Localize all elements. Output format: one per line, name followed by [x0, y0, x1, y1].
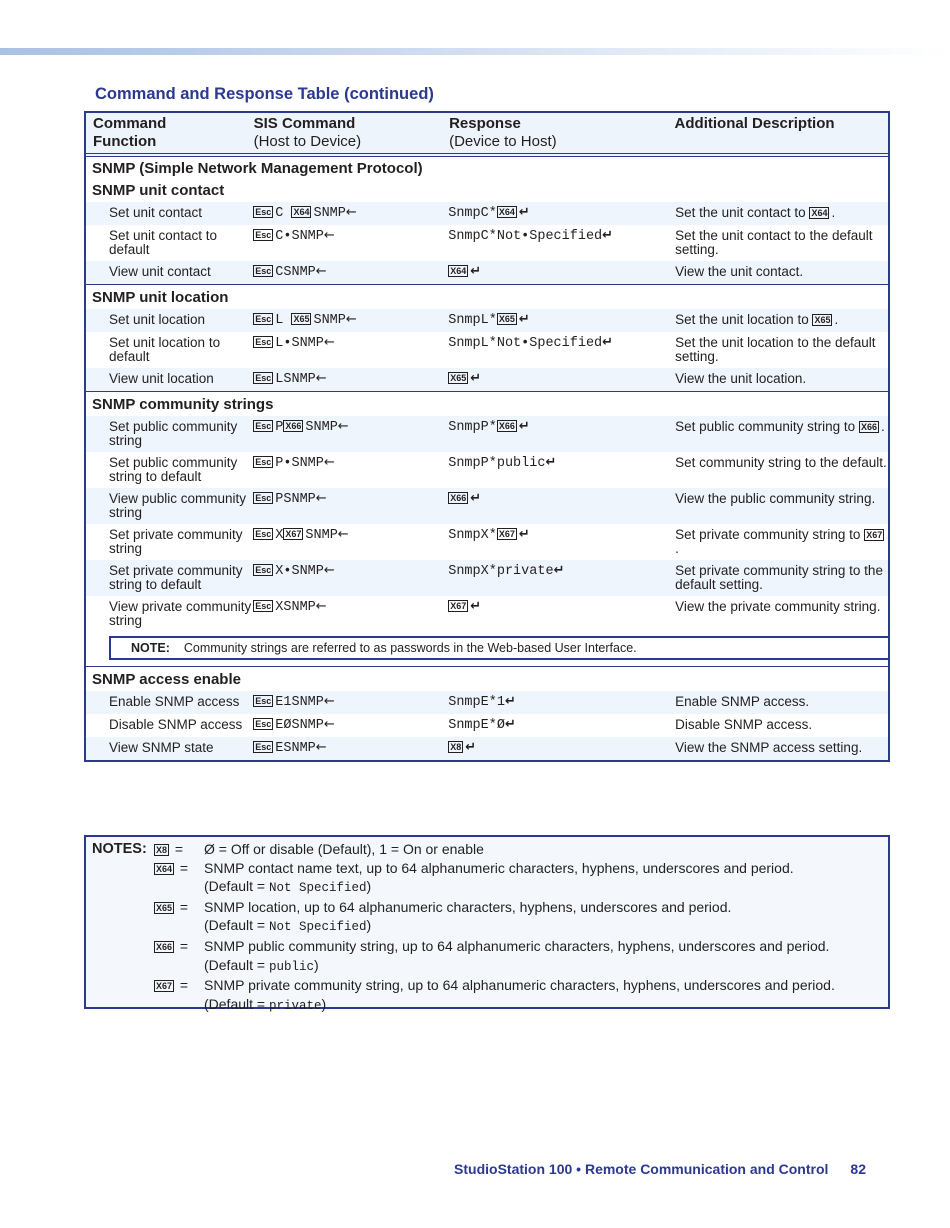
variable-box: X65 [156, 902, 173, 913]
description-text: Set the unit location to the default setting. [675, 335, 876, 364]
note-description [204, 859, 888, 898]
table-row [86, 332, 888, 368]
variable-key [154, 937, 204, 976]
esc-key-icon: Esc [255, 266, 272, 276]
variable-box: X66 [156, 941, 173, 952]
return-arrow-icon: ↵ [504, 694, 516, 709]
left-arrow-icon: ← [323, 563, 335, 578]
response-text: SnmpL* [448, 313, 497, 328]
command-text: C [275, 206, 292, 221]
command-text: EØSNMP [275, 718, 324, 733]
variable-box: X66 [285, 421, 302, 431]
equals-sign: = [176, 898, 189, 915]
default-suffix: ) [321, 995, 327, 1012]
top-accent-bar [0, 48, 950, 55]
col-command-function: Command Function [93, 115, 167, 150]
command-table [84, 111, 890, 762]
col-response: Response (Device to Host) [449, 115, 557, 150]
variable-box: X65 [450, 373, 467, 383]
variable-key [154, 898, 204, 937]
description-text: Set the unit contact to the default setting. [675, 228, 873, 257]
variable-key [154, 976, 204, 1015]
return-arrow-icon: ↵ [465, 740, 477, 755]
notes-label [86, 898, 154, 937]
table-group [86, 666, 888, 760]
note-text: SNMP private community string, up to 64 alphanumeric characters, hyphens, underscores and period. [204, 977, 835, 994]
response-cell [448, 265, 665, 280]
variable-box: X64 [498, 207, 515, 217]
description-text: . [675, 541, 679, 556]
variable-key [154, 840, 204, 859]
command-function-cell: View SNMP state [109, 740, 214, 755]
table-header [86, 113, 888, 157]
return-arrow-icon: ↵ [518, 312, 530, 327]
response-text: SnmpX*private [448, 564, 554, 579]
default-value: Not Specified [268, 920, 367, 935]
command-function-cell: View unit contact [109, 264, 211, 279]
table-row [86, 202, 888, 225]
table-row [86, 368, 888, 391]
esc-key-icon: Esc [255, 719, 272, 729]
group-super-title: SNMP (Simple Network Management Protocol) [92, 160, 423, 177]
response-cell [448, 564, 665, 592]
command-text: PSNMP [275, 492, 316, 507]
command-text: C•SNMP [275, 229, 324, 244]
esc-key-icon: Esc [255, 337, 272, 347]
description-cell [665, 265, 888, 280]
sis-command-cell [253, 600, 448, 628]
note-text: SNMP location, up to 64 alphanumeric characters, hyphens, underscores and period. [204, 898, 732, 915]
table-row [86, 524, 888, 560]
sis-command-cell [253, 229, 448, 257]
command-text: P•SNMP [275, 456, 324, 471]
default-suffix: ) [366, 878, 372, 895]
command-function-cell: View unit location [109, 371, 214, 386]
command-text: L•SNMP [275, 336, 324, 351]
left-arrow-icon: ← [337, 527, 349, 542]
description-cell [665, 229, 888, 257]
esc-key-icon: Esc [255, 493, 272, 503]
sis-command-cell [253, 265, 448, 280]
command-function-cell: Set unit location [109, 312, 206, 327]
variable-box: X66 [498, 421, 515, 431]
table-group [86, 284, 888, 391]
default-suffix: ) [314, 956, 319, 973]
command-text: SNMP [313, 313, 346, 328]
command-text: P [275, 420, 284, 435]
table-row [86, 596, 888, 632]
sis-command-cell [253, 741, 448, 756]
description-text: Set private community string to the default setting. [675, 563, 883, 592]
description-cell [665, 695, 888, 710]
note-default [204, 956, 888, 977]
note-item [86, 840, 888, 859]
note-default [204, 916, 888, 937]
sis-command-cell [253, 206, 448, 221]
note-label: NOTE: [131, 641, 170, 655]
return-arrow-icon: ↵ [518, 527, 530, 542]
default-value: public [268, 959, 314, 974]
response-text: SnmpC*Not•Specified [448, 229, 603, 244]
left-arrow-icon: ← [345, 205, 357, 220]
variable-box: X67 [866, 530, 883, 540]
esc-key-icon: Esc [255, 373, 272, 383]
command-function-cell: Set private community string to default [109, 563, 243, 592]
variable-box: X67 [285, 529, 302, 539]
sis-command-cell [253, 372, 448, 387]
default-prefix: (Default = [204, 956, 269, 973]
esc-key-icon: Esc [255, 314, 272, 324]
description-text: View the public community string. [675, 491, 876, 506]
description-text: Set the unit location to [675, 312, 813, 327]
table-group [86, 391, 888, 660]
variable-box: X64 [293, 207, 310, 217]
description-cell [665, 420, 888, 448]
notes-box [84, 835, 890, 1013]
note-text: Ø = Off or disable (Default), 1 = On or enable [204, 841, 484, 857]
description-text: . [831, 205, 836, 220]
left-arrow-icon: ← [323, 717, 335, 732]
description-text: View the unit location. [675, 371, 807, 386]
command-function-cell: Set public community string [109, 419, 238, 448]
command-text: L [275, 313, 292, 328]
esc-key-icon: Esc [255, 421, 272, 431]
default-value: private [268, 998, 322, 1013]
variable-box: X65 [498, 314, 515, 324]
response-cell [448, 741, 665, 756]
page-number: 82 [850, 1161, 866, 1177]
variable-box: X65 [293, 314, 310, 324]
response-text: SnmpX* [448, 528, 497, 543]
sis-command-cell [253, 528, 448, 556]
response-cell [448, 313, 665, 328]
return-arrow-icon: ↵ [518, 205, 530, 220]
description-text: View the private community string. [675, 599, 881, 614]
table-row [86, 452, 888, 488]
left-arrow-icon: ← [323, 335, 335, 350]
esc-key-icon: Esc [255, 207, 272, 217]
note-default [204, 995, 888, 1016]
note-text: SNMP contact name text, up to 64 alphanumeric characters, hyphens, underscores and period. [204, 859, 794, 876]
description-cell [665, 718, 888, 733]
description-cell [665, 564, 888, 592]
response-cell [448, 372, 665, 387]
left-arrow-icon: ← [323, 228, 335, 243]
response-text: SnmpP* [448, 420, 497, 435]
group-title: SNMP community strings [92, 396, 274, 413]
description-text: Set the unit contact to [675, 205, 810, 220]
variable-box: X64 [450, 266, 467, 276]
response-cell [448, 336, 665, 364]
description-cell [665, 456, 888, 484]
command-function-cell: View public community string [109, 491, 247, 520]
return-arrow-icon: ↵ [545, 455, 557, 470]
response-cell [448, 600, 665, 628]
description-cell [665, 528, 888, 556]
return-arrow-icon: ↵ [602, 335, 614, 350]
command-text: CSNMP [275, 265, 316, 280]
description-text: Set public community string to [675, 419, 859, 434]
response-cell [448, 229, 665, 257]
page-title: Command and Response Table (continued) [95, 85, 434, 103]
response-text: SnmpE*1 [448, 695, 505, 710]
description-text: Disable SNMP access. [675, 717, 813, 732]
default-prefix: (Default = [204, 917, 269, 934]
note-text: Community strings are referred to as passwords in the Web-based User Interface. [183, 641, 637, 655]
note-box [109, 636, 888, 660]
description-cell [665, 492, 888, 520]
response-text: SnmpL*Not•Specified [448, 336, 603, 351]
description-cell [665, 741, 888, 756]
table-row [86, 714, 888, 737]
command-text: SNMP [305, 420, 338, 435]
note-description [204, 840, 888, 859]
command-text: LSNMP [275, 372, 316, 387]
description-text: View the unit contact. [675, 264, 804, 279]
variable-box: X67 [450, 601, 467, 611]
description-text: . [880, 419, 885, 434]
default-suffix: ) [366, 917, 372, 934]
sis-command-cell [253, 420, 448, 448]
return-arrow-icon: ↵ [470, 371, 482, 386]
response-text: SnmpC* [448, 206, 497, 221]
esc-key-icon: Esc [255, 457, 272, 467]
description-cell [665, 336, 888, 364]
description-text: Enable SNMP access. [675, 694, 810, 709]
note-item [86, 859, 888, 898]
description-cell [665, 372, 888, 387]
left-arrow-icon: ← [315, 599, 327, 614]
table-group [86, 157, 888, 284]
equals-sign: = [176, 937, 189, 954]
sis-command-cell [253, 564, 448, 592]
variable-key [154, 859, 204, 898]
note-item [86, 937, 888, 976]
note-default [204, 877, 888, 898]
group-title: SNMP unit location [92, 289, 229, 306]
left-arrow-icon: ← [315, 371, 327, 386]
table-body [86, 157, 888, 760]
command-text: X [275, 528, 284, 543]
command-text: SNMP [313, 206, 346, 221]
esc-key-icon: Esc [255, 696, 272, 706]
note-item [86, 898, 888, 937]
notes-label [86, 859, 154, 898]
command-function-cell: Set unit contact to default [109, 228, 218, 257]
variable-box: X64 [811, 208, 828, 218]
sis-command-cell [253, 695, 448, 710]
response-cell [448, 492, 665, 520]
esc-key-icon: Esc [255, 742, 272, 752]
note-item [86, 976, 888, 1015]
group-title: SNMP access enable [92, 671, 241, 688]
command-function-cell: Set private community string [109, 527, 243, 556]
command-function-cell: Disable SNMP access [109, 717, 243, 732]
command-text: ESNMP [275, 741, 316, 756]
description-cell [665, 600, 888, 628]
variable-box: X66 [450, 493, 467, 503]
sis-command-cell [253, 456, 448, 484]
return-arrow-icon: ↵ [602, 228, 614, 243]
left-arrow-icon: ← [337, 419, 349, 434]
return-arrow-icon: ↵ [470, 264, 482, 279]
sis-command-cell [253, 492, 448, 520]
return-arrow-icon: ↵ [470, 491, 482, 506]
response-text: SnmpP*public [448, 456, 546, 471]
left-arrow-icon: ← [323, 455, 335, 470]
table-row [86, 691, 888, 714]
default-prefix: (Default = [204, 995, 269, 1012]
col-additional-description: Additional Description [674, 115, 835, 132]
response-cell [448, 420, 665, 448]
variable-box: X8 [156, 845, 168, 855]
table-row [86, 416, 888, 452]
description-text: Set private community string to [675, 527, 865, 542]
return-arrow-icon: ↵ [470, 599, 482, 614]
equals-sign: = [171, 841, 184, 857]
command-text: SNMP [305, 528, 338, 543]
description-text: . [834, 312, 839, 327]
page-footer [454, 1161, 866, 1177]
command-function-cell: Set public community string to default [109, 455, 238, 484]
variable-box: X8 [450, 742, 462, 752]
equals-sign: = [176, 859, 189, 876]
group-title: SNMP unit contact [92, 182, 225, 199]
esc-key-icon: Esc [255, 529, 272, 539]
equals-sign: = [176, 977, 189, 994]
left-arrow-icon: ← [315, 740, 327, 755]
variable-box: X66 [860, 422, 877, 432]
notes-label [86, 976, 154, 1015]
command-function-cell: Enable SNMP access [109, 694, 240, 709]
command-text: X•SNMP [275, 564, 324, 579]
command-function-cell: Set unit contact [109, 205, 203, 220]
esc-key-icon: Esc [255, 565, 272, 575]
sis-command-cell [253, 336, 448, 364]
esc-key-icon: Esc [255, 601, 272, 611]
return-arrow-icon: ↵ [518, 419, 530, 434]
variable-box: X67 [498, 529, 515, 539]
description-text: Set community string to the default. [675, 455, 887, 470]
description-text: View the SNMP access setting. [675, 740, 863, 755]
table-row [86, 488, 888, 524]
notes-label: NOTES: [92, 841, 147, 857]
table-row [86, 261, 888, 284]
command-function-cell: Set unit location to default [109, 335, 221, 364]
response-cell [448, 456, 665, 484]
variable-box: X65 [814, 315, 831, 325]
response-text: SnmpE*Ø [448, 718, 505, 733]
esc-key-icon: Esc [255, 230, 272, 240]
command-function-cell: View private community string [109, 599, 252, 628]
command-text: XSNMP [275, 600, 316, 615]
default-value: Not Specified [268, 881, 367, 896]
table-row [86, 225, 888, 261]
note-description [204, 976, 888, 1015]
note-description [204, 937, 888, 976]
table-row [86, 560, 888, 596]
variable-box: X64 [156, 863, 173, 874]
response-cell [448, 695, 665, 710]
left-arrow-icon: ← [315, 264, 327, 279]
left-arrow-icon: ← [323, 694, 335, 709]
left-arrow-icon: ← [345, 312, 357, 327]
command-text: E1SNMP [275, 695, 324, 710]
table-row [86, 737, 888, 760]
return-arrow-icon: ↵ [553, 563, 565, 578]
sis-command-cell [253, 718, 448, 733]
left-arrow-icon: ← [315, 491, 327, 506]
note-text: SNMP public community string, up to 64 alphanumeric characters, hyphens, underscores and period. [204, 937, 830, 954]
response-cell [448, 718, 665, 733]
return-arrow-icon: ↵ [504, 717, 516, 732]
table-row [86, 309, 888, 332]
sis-command-cell [253, 313, 448, 328]
note-description [204, 898, 888, 937]
variable-box: X67 [156, 981, 173, 992]
response-cell [448, 206, 665, 221]
description-cell [665, 206, 888, 221]
description-cell [665, 313, 888, 328]
response-cell [448, 528, 665, 556]
notes-label [86, 937, 154, 976]
footer-title: StudioStation 100 • Remote Communication and Control [454, 1161, 829, 1177]
default-prefix: (Default = [204, 878, 269, 895]
col-sis-command: SIS Command (Host to Device) [253, 115, 362, 150]
